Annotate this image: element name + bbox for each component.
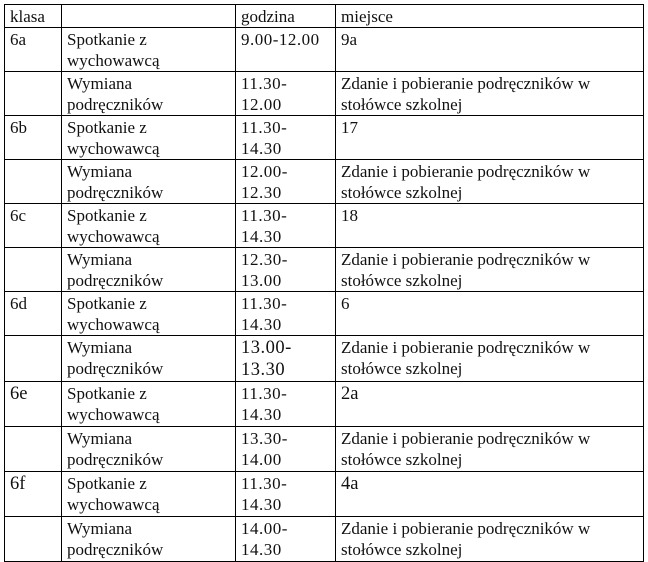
table-row [5, 517, 644, 562]
cell-godzina: 13.00- 13.30 [236, 336, 336, 382]
header-miejsce: miejsce [336, 5, 644, 28]
cell-klasa: 6f [5, 472, 62, 517]
cell-miejsce: Zdanie i pobieranie podręczników w stołówce szkolnej [336, 336, 644, 382]
header-activity [62, 5, 236, 28]
cell-miejsce: 18 [336, 204, 644, 248]
cell-godzina: 12.30- 13.00 [236, 248, 336, 292]
cell-miejsce: Zdanie i pobieranie podręczników w stołówce szkolnej [336, 427, 644, 472]
cell-klasa [5, 248, 62, 292]
cell-godzina: 14.00- 14.30 [236, 517, 336, 562]
table-row [5, 427, 644, 472]
table-row [5, 160, 644, 204]
cell-activity: Spotkanie z wychowawcą [62, 382, 236, 427]
cell-activity: Wymiana podręczników [62, 336, 236, 382]
table-row [5, 472, 644, 517]
cell-activity: Spotkanie z wychowawcą [62, 292, 236, 336]
cell-activity: Wymiana podręczników [62, 72, 236, 116]
cell-miejsce: 4a [336, 472, 644, 517]
cell-godzina: 11.30- 14.30 [236, 116, 336, 160]
cell-miejsce: Zdanie i pobieranie podręczników w stołówce szkolnej [336, 517, 644, 562]
table-row [5, 72, 644, 116]
cell-miejsce: Zdanie i pobieranie podręczników w stołówce szkolnej [336, 160, 644, 204]
table-row [5, 204, 644, 248]
cell-miejsce: 6 [336, 292, 644, 336]
cell-klasa [5, 336, 62, 382]
cell-activity: Spotkanie z wychowawcą [62, 204, 236, 248]
cell-godzina: 9.00-12.00 [236, 28, 336, 72]
cell-activity: Wymiana podręczników [62, 160, 236, 204]
cell-godzina: 11.30- 12.00 [236, 72, 336, 116]
table-row [5, 248, 644, 292]
cell-activity: Spotkanie z wychowawcą [62, 472, 236, 517]
cell-klasa: 6e [5, 382, 62, 427]
table-row [5, 28, 644, 72]
cell-miejsce: 17 [336, 116, 644, 160]
cell-godzina: 11.30- 14.30 [236, 472, 336, 517]
cell-klasa: 6b [5, 116, 62, 160]
cell-godzina: 11.30- 14.30 [236, 204, 336, 248]
table-row [5, 116, 644, 160]
schedule-table [4, 4, 644, 562]
cell-godzina: 13.30- 14.00 [236, 427, 336, 472]
table-row [5, 336, 644, 382]
cell-miejsce: Zdanie i pobieranie podręczników w stołówce szkolnej [336, 248, 644, 292]
cell-miejsce: 9a [336, 28, 644, 72]
table-row [5, 292, 644, 336]
cell-activity: Wymiana podręczników [62, 248, 236, 292]
header-klasa: klasa [5, 5, 62, 28]
cell-activity: Spotkanie z wychowawcą [62, 116, 236, 160]
cell-klasa: 6d [5, 292, 62, 336]
cell-klasa [5, 427, 62, 472]
cell-activity: Wymiana podręczników [62, 517, 236, 562]
cell-godzina: 12.00- 12.30 [236, 160, 336, 204]
cell-klasa [5, 160, 62, 204]
cell-klasa: 6c [5, 204, 62, 248]
cell-klasa [5, 517, 62, 562]
cell-activity: Wymiana podręczników [62, 427, 236, 472]
table-header-row [5, 5, 644, 28]
cell-klasa: 6a [5, 28, 62, 72]
cell-godzina: 11.30- 14.30 [236, 292, 336, 336]
cell-klasa [5, 72, 62, 116]
cell-miejsce: Zdanie i pobieranie podręczników w stołówce szkolnej [336, 72, 644, 116]
cell-godzina: 11.30- 14.30 [236, 382, 336, 427]
cell-miejsce: 2a [336, 382, 644, 427]
header-godzina: godzina [236, 5, 336, 28]
cell-activity: Spotkanie z wychowawcą [62, 28, 236, 72]
table-row [5, 382, 644, 427]
